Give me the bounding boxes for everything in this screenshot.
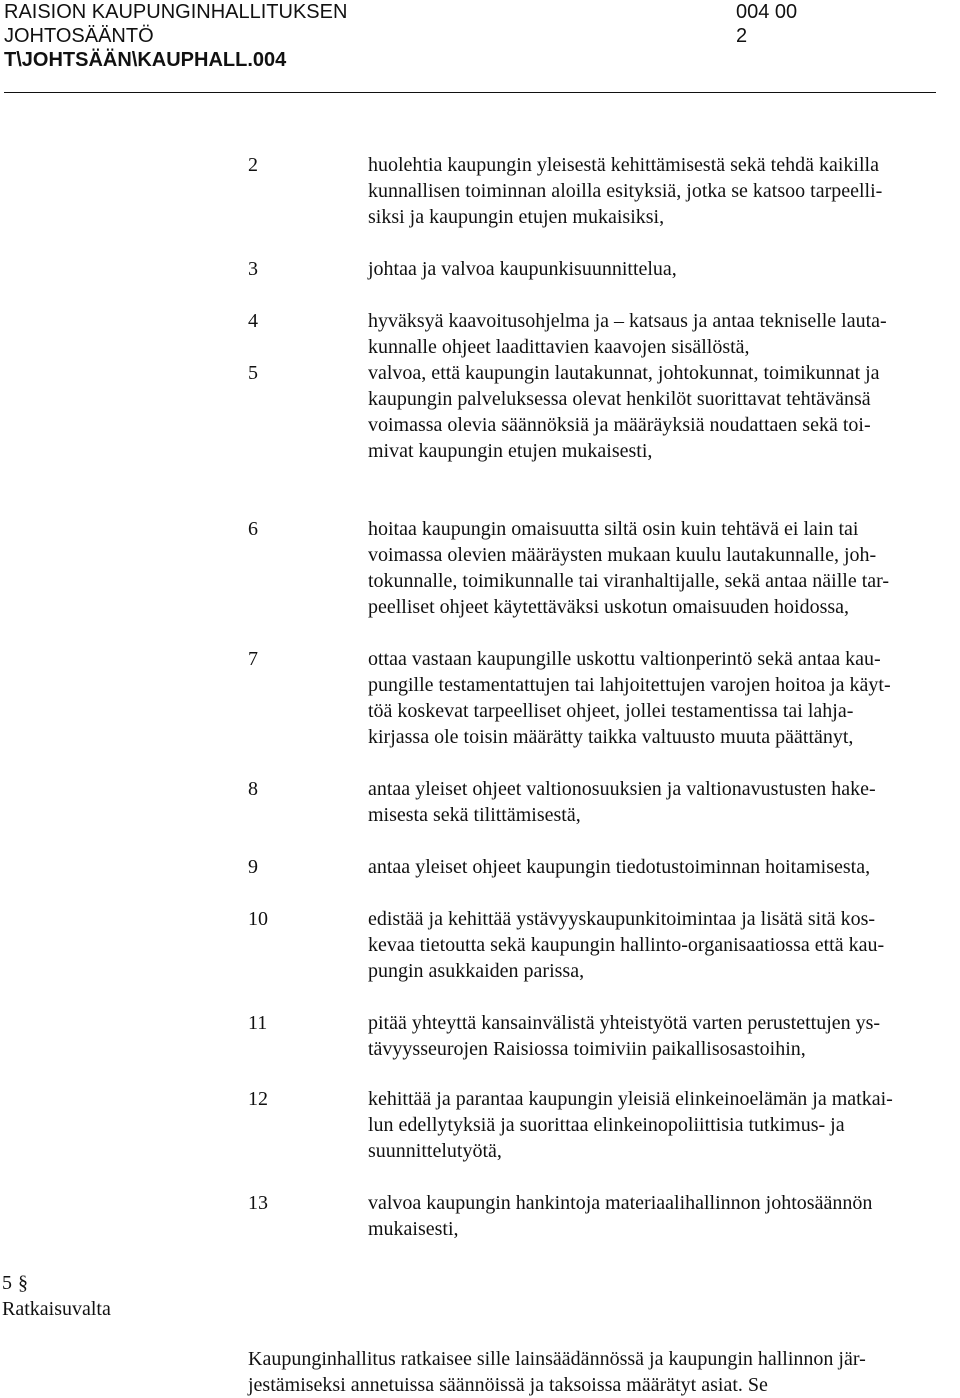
item-line: edistää ja kehittää ystävyyskaupunkitoimintaa ja lisätä sitä kos- <box>368 908 876 930</box>
item-line: mivat kaupungin etujen mukaisesti, <box>368 440 653 462</box>
item-number: 12 <box>248 1088 268 1110</box>
item-number: 7 <box>248 648 258 670</box>
item-text <box>368 906 958 984</box>
item-line: kehittää ja parantaa kaupungin yleisiä elinkeinoelämän ja matkai- <box>368 1088 893 1110</box>
section-title: Ratkaisuvalta <box>2 1298 111 1320</box>
header-doc-title: JOHTOSÄÄNTÖ <box>4 25 154 47</box>
item-line: pungin asukkaiden parissa, <box>368 960 585 982</box>
item-text <box>368 1190 958 1242</box>
section-mark: § <box>18 1272 28 1294</box>
item-line: siksi ja kaupungin etujen mukaisiksi, <box>368 206 665 228</box>
item-line: voimassa olevia säännöksiä ja määräyksiä noudattaen sekä toi- <box>368 414 871 436</box>
item-line: suunnittelutyötä, <box>368 1140 502 1162</box>
item-line: kunnalle ohjeet laadittavien kaavojen sisällöstä, <box>368 336 750 358</box>
item-line: huolehtia kaupungin yleisestä kehittämisestä sekä tehdä kaikilla <box>368 154 879 176</box>
section-heading <box>2 1270 111 1322</box>
item-text <box>368 646 958 750</box>
item-line: hoitaa kaupungin omaisuutta siltä osin kuin tehtävä ei lain tai <box>368 518 859 540</box>
item-line: voimassa olevien määräysten mukaan kuulu lautakunnalle, joh- <box>368 544 877 566</box>
header-org-line: RAISION KAUPUNGINHALLITUKSEN <box>4 1 348 23</box>
item-number: 6 <box>248 518 258 540</box>
item-text <box>368 516 958 620</box>
item-number: 8 <box>248 778 258 800</box>
header-doc-code: 004 00 <box>736 1 798 23</box>
item-text <box>368 308 958 360</box>
item-number: 3 <box>248 258 258 280</box>
header-page-number: 2 <box>736 25 748 47</box>
section-number: 5 <box>2 1272 12 1294</box>
item-line: antaa yleiset ohjeet valtionosuuksien ja valtionavustusten hake- <box>368 778 876 800</box>
item-line: lun edellytyksiä ja suorittaa elinkeinopoliittisia tutkimus- ja <box>368 1114 845 1136</box>
item-line: peelliset ohjeet käytettäväksi uskotun omaisuuden hoidossa, <box>368 596 850 618</box>
item-text <box>368 854 958 880</box>
page-header <box>4 0 798 72</box>
item-text <box>368 360 958 464</box>
item-line: mukaisesti, <box>368 1218 459 1240</box>
item-line: pitää yhteyttä kansainvälistä yhteistyötä varten perustettujen ys- <box>368 1012 881 1034</box>
item-line: valvoa, että kaupungin lautakunnat, johtokunnat, toimikunnat ja <box>368 362 880 384</box>
item-line: kevaa tietoutta sekä kaupungin hallinto-organisaatiossa että kau- <box>368 934 885 956</box>
item-line: tokunnalle, toimikunnalle tai viranhaltijalle, sekä antaa näille tar- <box>368 570 890 592</box>
item-line: johtaa ja valvoa kaupunkisuunnittelua, <box>368 258 677 280</box>
item-line: antaa yleiset ohjeet kaupungin tiedotustoiminnan hoitamisesta, <box>368 856 871 878</box>
item-line: hyväksyä kaavoitusohjelma ja – katsaus ja antaa tekniselle lauta- <box>368 310 887 332</box>
item-line: ottaa vastaan kaupungille uskottu valtionperintö sekä antaa kau- <box>368 648 881 670</box>
item-text <box>368 256 958 282</box>
item-number: 4 <box>248 310 258 332</box>
paragraph-line: jestämiseksi annetuissa säännöissä ja taksoissa määrätyt asiat. Se <box>248 1374 768 1396</box>
item-line: valvoa kaupungin hankintoja materiaalihallinnon johtosäännön <box>368 1192 873 1214</box>
item-line: misesta sekä tilittämisestä, <box>368 804 581 826</box>
item-line: kunnallisen toiminnan aloilla esityksiä, jotka se katsoo tarpeelli- <box>368 180 883 202</box>
item-number: 13 <box>248 1192 268 1214</box>
item-number: 9 <box>248 856 258 878</box>
item-number: 2 <box>248 154 258 176</box>
item-text <box>368 776 958 828</box>
item-line: kaupungin palveluksessa olevat henkilöt suorittavat tehtävänsä <box>368 388 871 410</box>
item-number: 11 <box>248 1012 268 1034</box>
item-text <box>368 1086 958 1164</box>
item-number: 10 <box>248 908 268 930</box>
item-number: 5 <box>248 362 258 384</box>
paragraph-line: Kaupunginhallitus ratkaisee sille lainsäädännössä ja kaupungin hallinnon jär- <box>248 1348 866 1370</box>
item-line: kirjassa ole toisin määrätty taikka valtuusto muuta päättänyt, <box>368 726 854 748</box>
header-rule <box>4 92 936 93</box>
item-line: pungille testamentattujen tai lahjoitettujen varojen hoitoa ja käyt- <box>368 674 891 696</box>
item-text <box>368 1010 958 1062</box>
item-text <box>368 152 958 230</box>
body-paragraph <box>248 1346 960 1398</box>
item-line: töä koskevat tarpeelliset ohjeet, jollei testamentissa tai lahja- <box>368 700 854 722</box>
item-line: tävyysseurojen Raisiossa toimiviin paikallisosastoihin, <box>368 1038 806 1060</box>
header-file-path: T\JOHTSÄÄN\KAUPHALL.004 <box>4 49 287 71</box>
